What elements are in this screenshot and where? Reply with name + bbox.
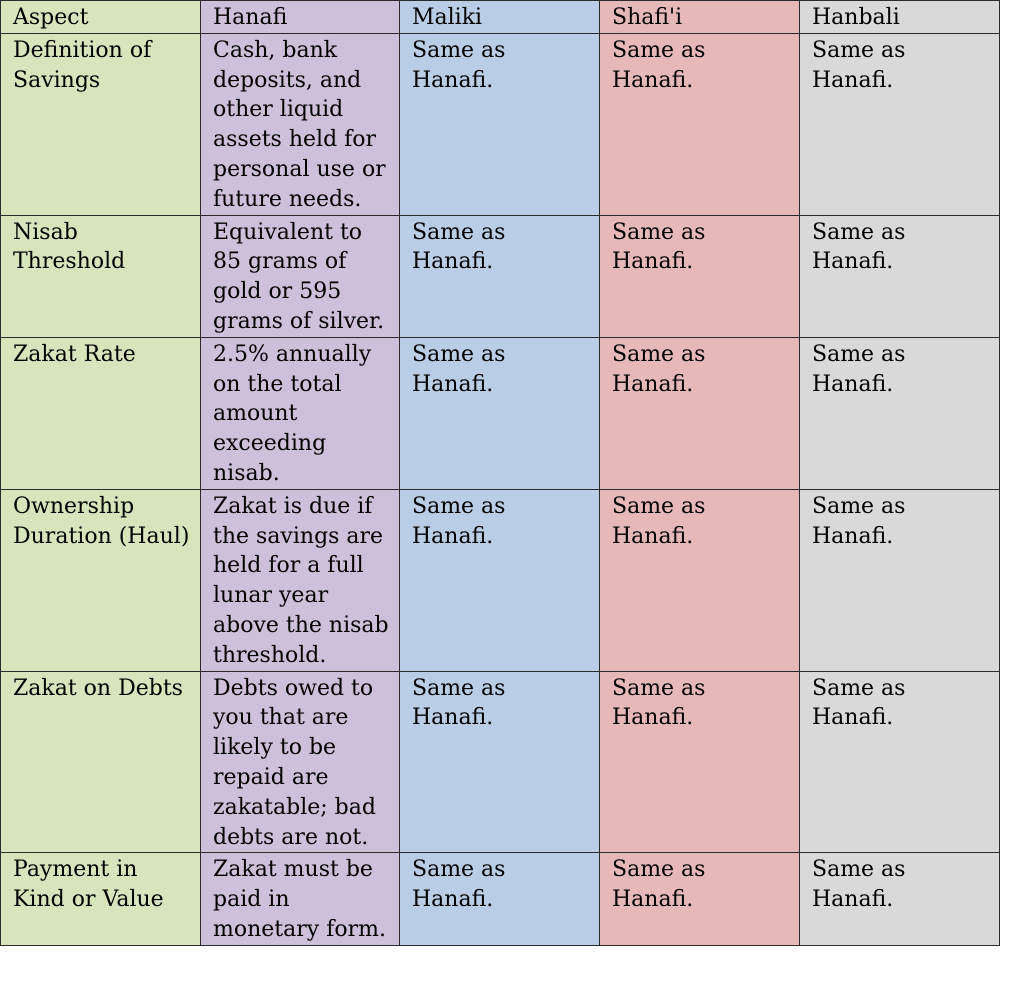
cell-text: Nisab Threshold xyxy=(13,219,126,275)
header-hanbali-label: Hanbali xyxy=(812,5,900,30)
cell-shafii xyxy=(600,33,800,215)
cell-hanafi xyxy=(201,671,400,853)
cell-text: Same as Hanafi. xyxy=(812,341,906,397)
header-hanbali xyxy=(800,1,1000,34)
cell-text: Same as Hanafi. xyxy=(412,37,506,93)
cell-shafii xyxy=(600,671,800,853)
cell-hanbali xyxy=(800,33,1000,215)
cell-hanafi xyxy=(201,215,400,337)
table-row xyxy=(1,671,1000,853)
cell-text: Definition of Savings xyxy=(13,37,152,93)
cell-text: Zakat Rate xyxy=(13,341,136,367)
header-hanafi-label: Hanafi xyxy=(213,5,288,30)
cell-text: Zakat on Debts xyxy=(13,675,183,701)
cell-text: Same as Hanafi. xyxy=(412,493,506,549)
cell-hanbali xyxy=(800,671,1000,853)
cell-text: Same as Hanafi. xyxy=(412,219,506,275)
header-aspect-label: Aspect xyxy=(13,5,89,30)
cell-text: Zakat is due if the savings are held for a full lunar year above the nisab threshold. xyxy=(213,493,389,668)
cell-shafii xyxy=(600,337,800,489)
cell-text: Same as Hanafi. xyxy=(412,675,506,731)
cell-shafii xyxy=(600,215,800,337)
cell-aspect xyxy=(1,33,201,215)
cell-text: Same as Hanafi. xyxy=(412,857,506,913)
table-row xyxy=(1,337,1000,489)
cell-hanafi xyxy=(201,853,400,945)
cell-text: Same as Hanafi. xyxy=(612,857,706,913)
cell-hanbali xyxy=(800,337,1000,489)
cell-aspect xyxy=(1,853,201,945)
table-row xyxy=(1,853,1000,945)
cell-text: Ownership Duration (Haul) xyxy=(13,493,190,549)
cell-hanafi xyxy=(201,337,400,489)
header-aspect xyxy=(1,1,201,34)
table-row xyxy=(1,33,1000,215)
header-hanafi xyxy=(201,1,400,34)
cell-aspect xyxy=(1,337,201,489)
cell-maliki xyxy=(400,215,600,337)
cell-maliki xyxy=(400,33,600,215)
cell-hanafi xyxy=(201,33,400,215)
cell-text: Debts owed to you that are likely to be repaid are zakatable; bad debts are not. xyxy=(213,675,376,850)
cell-hanbali xyxy=(800,853,1000,945)
cell-hanbali xyxy=(800,489,1000,671)
cell-text: Same as Hanafi. xyxy=(812,37,906,93)
cell-hanafi xyxy=(201,489,400,671)
header-shafii-label: Shafi'i xyxy=(612,5,683,30)
cell-maliki xyxy=(400,337,600,489)
cell-text: Same as Hanafi. xyxy=(612,493,706,549)
cell-hanbali xyxy=(800,215,1000,337)
cell-text: Same as Hanafi. xyxy=(612,675,706,731)
cell-aspect xyxy=(1,489,201,671)
header-maliki xyxy=(400,1,600,34)
cell-text: Cash, bank deposits, and other liquid assets held for personal use or future needs. xyxy=(213,37,386,212)
table-row xyxy=(1,215,1000,337)
header-shafii xyxy=(600,1,800,34)
cell-text: Same as Hanafi. xyxy=(412,341,506,397)
table-row xyxy=(1,489,1000,671)
cell-maliki xyxy=(400,671,600,853)
cell-text: Payment in Kind or Value xyxy=(13,857,164,913)
cell-maliki xyxy=(400,853,600,945)
cell-shafii xyxy=(600,853,800,945)
cell-maliki xyxy=(400,489,600,671)
cell-shafii xyxy=(600,489,800,671)
cell-text: Same as Hanafi. xyxy=(812,675,906,731)
cell-text: Equivalent to 85 grams of gold or 595 grams of silver. xyxy=(213,219,385,334)
cell-aspect xyxy=(1,215,201,337)
cell-text: Zakat must be paid in monetary form. xyxy=(213,857,386,942)
cell-text: Same as Hanafi. xyxy=(812,857,906,913)
cell-aspect xyxy=(1,671,201,853)
cell-text: Same as Hanafi. xyxy=(812,493,906,549)
cell-text: Same as Hanafi. xyxy=(612,37,706,93)
cell-text: 2.5% annually on the total amount exceeding nisab. xyxy=(213,341,372,486)
header-row xyxy=(1,1,1000,34)
header-maliki-label: Maliki xyxy=(412,5,483,30)
cell-text: Same as Hanafi. xyxy=(612,219,706,275)
cell-text: Same as Hanafi. xyxy=(812,219,906,275)
cell-text: Same as Hanafi. xyxy=(612,341,706,397)
